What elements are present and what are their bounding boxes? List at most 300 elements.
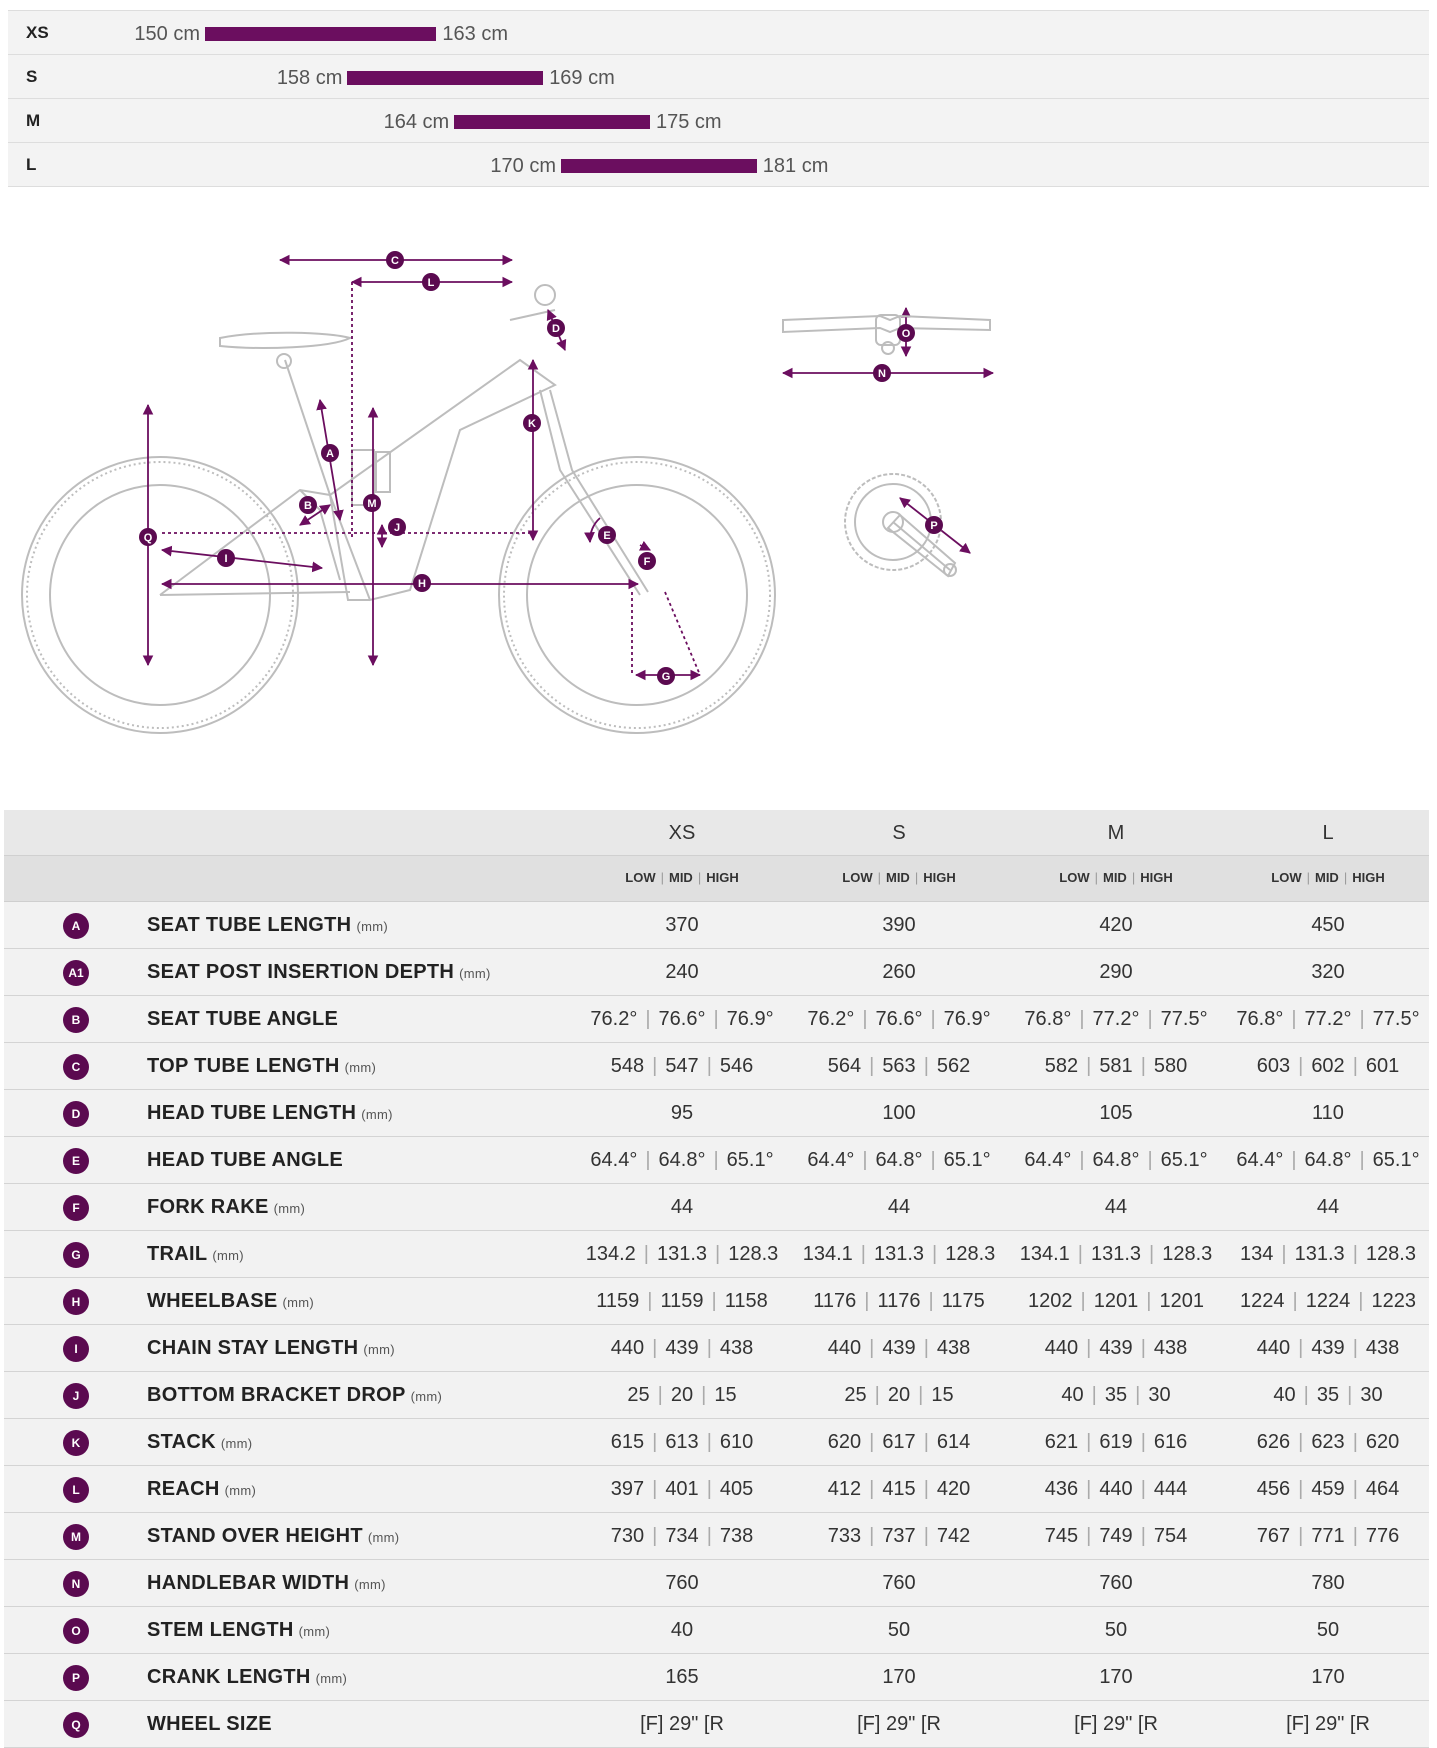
front-triangle xyxy=(330,360,555,600)
measurement-badge: Q xyxy=(63,1712,89,1738)
separator: | xyxy=(652,1055,658,1077)
size-row xyxy=(8,55,1429,99)
cell-value: 128.3 xyxy=(945,1243,996,1265)
cell-value: 1159 xyxy=(660,1290,704,1312)
table-cell xyxy=(574,1337,790,1360)
separator: | xyxy=(1298,1525,1304,1547)
cell-value: 610 xyxy=(719,1431,754,1453)
cell-value: 64.8° xyxy=(1304,1149,1352,1171)
cell-value: 1158 xyxy=(724,1290,768,1312)
measurement-label xyxy=(147,1243,244,1266)
size-column-header: M xyxy=(1107,822,1125,844)
table-cell xyxy=(1220,961,1436,984)
position-label-low: LOW xyxy=(842,870,873,885)
cell-value: 760 xyxy=(882,1572,916,1594)
separator: | xyxy=(1352,1243,1358,1265)
measurement-name: HANDLEBAR WIDTH xyxy=(147,1572,350,1594)
cell-value: 64.4° xyxy=(1236,1149,1284,1171)
cell-value: 562 xyxy=(936,1055,971,1077)
table-cell xyxy=(574,1619,790,1642)
size-row xyxy=(8,143,1429,187)
cell-value: 415 xyxy=(882,1478,916,1500)
separator: | xyxy=(706,1478,712,1500)
measurement-name: SEAT TUBE LENGTH xyxy=(147,914,352,936)
cell-value: 438 xyxy=(1153,1337,1188,1359)
cell-value: 25 xyxy=(627,1384,650,1406)
cell-value: 64.8° xyxy=(658,1149,706,1171)
cell-value: 134.2 xyxy=(585,1243,636,1265)
table-cell xyxy=(1008,1196,1224,1219)
separator: | xyxy=(864,1290,870,1312)
measurement-label xyxy=(147,1478,256,1501)
cell-value: 745 xyxy=(1044,1525,1079,1547)
measurement-badge: O xyxy=(63,1618,89,1644)
cell-value: 602 xyxy=(1311,1055,1345,1077)
table-row xyxy=(4,996,1429,1043)
table-cell xyxy=(1220,1149,1436,1172)
measurement-label xyxy=(147,1572,386,1595)
seat-post xyxy=(285,360,330,495)
measurement-unit: (mm) xyxy=(361,1107,393,1122)
cell-value: 65.1° xyxy=(943,1149,991,1171)
cell-value: 754 xyxy=(1153,1525,1188,1547)
diagram-badge-label: N xyxy=(878,368,886,380)
table-cell xyxy=(1008,1572,1224,1595)
cell-value: 619 xyxy=(1099,1431,1133,1453)
diagram-badge-label: E xyxy=(603,530,611,542)
separator: | xyxy=(1135,1384,1141,1406)
measurement-unit: (mm) xyxy=(315,1671,348,1686)
separator: | xyxy=(1147,1149,1153,1171)
measurement-unit: (mm) xyxy=(344,1060,377,1075)
cell-value: 776 xyxy=(1365,1525,1400,1547)
separator: | xyxy=(1080,1290,1086,1312)
table-cell xyxy=(791,1008,1007,1031)
diagram-badge-e xyxy=(598,526,616,544)
cell-value: 749 xyxy=(1099,1525,1133,1547)
cell-value: 95 xyxy=(670,1102,694,1124)
measurement-name: SEAT TUBE ANGLE xyxy=(147,1008,339,1030)
table-cell xyxy=(1008,1478,1224,1501)
separator: | xyxy=(1343,870,1348,885)
cell-value: 105 xyxy=(1099,1102,1133,1124)
table-cell xyxy=(791,1290,1007,1313)
separator: | xyxy=(1140,1478,1146,1500)
cell-value: 76.9° xyxy=(726,1008,774,1030)
table-cell xyxy=(1220,1243,1436,1266)
cell-value: 1201 xyxy=(1093,1290,1139,1312)
separator: | xyxy=(1352,1055,1358,1077)
measurement-name: REACH xyxy=(147,1478,220,1500)
diagram-badge-label: B xyxy=(304,500,312,512)
table-cell xyxy=(1008,1243,1224,1266)
measurement-name: CHAIN STAY LENGTH xyxy=(147,1337,359,1359)
measurement-unit: (mm) xyxy=(220,1436,253,1451)
cell-value: 603 xyxy=(1256,1055,1291,1077)
saddle xyxy=(220,333,350,348)
size-row xyxy=(8,99,1429,143)
cell-value: 64.8° xyxy=(1092,1149,1140,1171)
cell-value: 134.1 xyxy=(1019,1243,1070,1265)
diagram-badge-b xyxy=(299,496,317,514)
cell-value: 760 xyxy=(1099,1572,1133,1594)
cell-value: 617 xyxy=(882,1431,916,1453)
measurement-badge: P xyxy=(63,1665,89,1691)
diagram-badge-g xyxy=(657,667,675,685)
separator: | xyxy=(1352,1337,1358,1359)
cell-value: 412 xyxy=(827,1478,862,1500)
cell-value: 401 xyxy=(665,1478,699,1500)
cell-value: 76.6° xyxy=(658,1008,706,1030)
diagram-badge-label: P xyxy=(930,520,938,532)
separator: | xyxy=(923,1337,929,1359)
table-row xyxy=(4,1654,1429,1701)
cell-value: 30 xyxy=(1360,1384,1383,1406)
table-cell xyxy=(791,1619,1007,1642)
cell-value: 44 xyxy=(670,1196,694,1218)
max-height: 175 cm xyxy=(656,111,722,133)
measurement-label xyxy=(147,1055,376,1078)
measurement-name: TOP TUBE LENGTH xyxy=(147,1055,340,1077)
table-cell xyxy=(791,1196,1007,1219)
table-cell xyxy=(574,1572,790,1595)
measurement-name: HEAD TUBE ANGLE xyxy=(147,1149,343,1171)
cell-value: 77.2° xyxy=(1304,1008,1352,1030)
measurement-name: CRANK LENGTH xyxy=(147,1666,311,1688)
table-cell xyxy=(1008,1055,1224,1078)
front-rim xyxy=(527,485,747,705)
cell-value: [F] 29" [R xyxy=(1074,1713,1158,1735)
cell-value: 582 xyxy=(1044,1055,1079,1077)
table-header-sizes xyxy=(4,810,1429,856)
table-cell xyxy=(1008,1619,1224,1642)
min-height: 164 cm xyxy=(383,111,450,133)
table-body xyxy=(4,902,1429,1748)
position-label-high: HIGH xyxy=(1352,870,1385,885)
measurement-unit: (mm) xyxy=(356,919,388,934)
table-cell xyxy=(791,1243,1007,1266)
bike-outline xyxy=(22,285,775,733)
cell-value: [F] 29" [R xyxy=(857,1713,941,1735)
cell-value: 64.4° xyxy=(807,1149,855,1171)
separator: | xyxy=(713,1008,719,1030)
separator: | xyxy=(930,1008,936,1030)
separator: | xyxy=(706,1055,712,1077)
separator: | xyxy=(1079,1149,1085,1171)
table-header-positions xyxy=(4,856,1429,902)
table-cell xyxy=(1220,1290,1436,1313)
cell-value: 170 xyxy=(882,1666,916,1688)
cell-value: 456 xyxy=(1256,1478,1291,1500)
position-label-low: LOW xyxy=(625,870,656,885)
diagram-badge-label: C xyxy=(391,255,399,267)
cell-value: 439 xyxy=(1099,1337,1133,1359)
cell-value: 742 xyxy=(936,1525,971,1547)
measurement-label xyxy=(147,1619,330,1642)
cell-value: 76.9° xyxy=(943,1008,991,1030)
separator: | xyxy=(1091,1384,1097,1406)
cell-value: 44 xyxy=(1316,1196,1340,1218)
cell-value: 734 xyxy=(665,1525,699,1547)
table-cell xyxy=(1220,914,1436,937)
table-row xyxy=(4,1043,1429,1090)
cell-value: 25 xyxy=(844,1384,867,1406)
separator: | xyxy=(1086,1525,1092,1547)
measurement-unit: (mm) xyxy=(354,1577,386,1592)
cell-value: 100 xyxy=(882,1102,916,1124)
table-cell xyxy=(791,1572,1007,1595)
measurement-name: WHEEL SIZE xyxy=(147,1713,272,1735)
separator: | xyxy=(1146,1290,1152,1312)
table-row xyxy=(4,1184,1429,1231)
cell-value: 20 xyxy=(887,1384,911,1406)
cell-value: 128.3 xyxy=(1162,1243,1213,1265)
measurement-badge: M xyxy=(63,1524,89,1550)
cell-value: 1176 xyxy=(813,1290,857,1312)
table-cell xyxy=(1220,1525,1436,1548)
diagram-badge-i xyxy=(217,549,235,567)
cell-value: 40 xyxy=(1061,1384,1084,1406)
diagram-badge-p xyxy=(925,516,943,534)
table-cell xyxy=(1008,1149,1224,1172)
measurement-badge: A1 xyxy=(63,960,89,986)
size-label: XS xyxy=(26,23,49,42)
position-label-low: LOW xyxy=(1059,870,1090,885)
separator: | xyxy=(930,1149,936,1171)
cell-value: 738 xyxy=(719,1525,754,1547)
separator: | xyxy=(1079,1008,1085,1030)
diagram-badge-h xyxy=(413,574,431,592)
measurement-name: BOTTOM BRACKET DROP xyxy=(147,1384,406,1406)
table-cell xyxy=(574,961,790,984)
table-cell xyxy=(574,1290,790,1313)
table-row xyxy=(4,1372,1429,1419)
table-cell xyxy=(1220,1102,1436,1125)
cell-value: 44 xyxy=(1104,1196,1128,1218)
table-cell xyxy=(1008,1337,1224,1360)
measurement-label xyxy=(147,1290,314,1313)
cell-value: 134.1 xyxy=(802,1243,853,1265)
cell-value: 548 xyxy=(610,1055,645,1077)
cell-value: 440 xyxy=(1099,1478,1133,1500)
cell-value: 1159 xyxy=(596,1290,640,1312)
cell-value: 65.1° xyxy=(1160,1149,1208,1171)
table-cell xyxy=(574,1196,790,1219)
cell-value: 580 xyxy=(1153,1055,1188,1077)
cell-value: 50 xyxy=(887,1619,911,1641)
measurement-label xyxy=(147,914,388,937)
measurement-badge: I xyxy=(63,1336,89,1362)
diagram-badge-label: F xyxy=(643,556,651,568)
table-cell xyxy=(1008,914,1224,937)
diagram-badge-label: K xyxy=(528,418,536,430)
separator: | xyxy=(1140,1525,1146,1547)
separator: | xyxy=(1149,1243,1155,1265)
cell-value: 76.8° xyxy=(1236,1008,1284,1030)
measurement-unit: (mm) xyxy=(282,1295,315,1310)
table-cell xyxy=(574,1102,790,1125)
table-cell xyxy=(791,1666,1007,1689)
separator: | xyxy=(706,1525,712,1547)
cell-value: 134 xyxy=(1240,1243,1274,1265)
diagram-badge-a xyxy=(321,444,339,462)
separator: | xyxy=(643,1243,649,1265)
cell-value: 50 xyxy=(1104,1619,1128,1641)
table-cell xyxy=(1220,1713,1436,1736)
table-cell xyxy=(1220,1008,1436,1031)
position-label-mid: MID xyxy=(1102,870,1127,885)
separator: | xyxy=(657,1384,663,1406)
diagram-badge-d xyxy=(547,319,565,337)
height-range-bar xyxy=(347,71,543,85)
table-cell xyxy=(574,1525,790,1548)
cell-value: 64.4° xyxy=(590,1149,638,1171)
cell-value: 1224 xyxy=(1240,1290,1285,1312)
cell-value: 737 xyxy=(882,1525,916,1547)
table-row xyxy=(4,1090,1429,1137)
diagram-badge-label: O xyxy=(901,328,911,340)
table-cell xyxy=(791,1525,1007,1548)
table-cell xyxy=(1008,1713,1224,1736)
table-cell xyxy=(791,1478,1007,1501)
measurement-unit: (mm) xyxy=(224,1483,257,1498)
separator: | xyxy=(923,1055,929,1077)
diagram-badge-c xyxy=(386,251,404,269)
cell-value: 730 xyxy=(610,1525,645,1547)
cell-value: 76.2° xyxy=(590,1008,638,1030)
separator: | xyxy=(1094,870,1098,885)
table-row xyxy=(4,1419,1429,1466)
cell-value: 35 xyxy=(1104,1384,1128,1406)
measurement-badge: N xyxy=(63,1571,89,1597)
table-cell xyxy=(791,1431,1007,1454)
diagram-badge-f xyxy=(638,552,656,570)
measurement-badge: J xyxy=(63,1383,89,1409)
separator: | xyxy=(1291,1008,1297,1030)
table-cell xyxy=(791,961,1007,984)
diagram-badge-label: I xyxy=(224,553,228,565)
cell-value: 390 xyxy=(882,914,916,936)
separator: | xyxy=(923,1525,929,1547)
table-cell xyxy=(574,1713,790,1736)
separator: | xyxy=(923,1431,929,1453)
table-cell xyxy=(1008,1666,1224,1689)
separator: | xyxy=(1086,1055,1092,1077)
position-labels xyxy=(791,870,1007,885)
table-cell xyxy=(1008,961,1224,984)
cell-value: 77.5° xyxy=(1160,1008,1208,1030)
table-cell xyxy=(1008,1384,1224,1407)
cell-value: 440 xyxy=(827,1337,862,1359)
cell-value: 733 xyxy=(827,1525,862,1547)
cell-value: 440 xyxy=(610,1337,645,1359)
cell-value: 405 xyxy=(719,1478,754,1500)
cell-value: 64.8° xyxy=(875,1149,923,1171)
cell-value: 40 xyxy=(670,1619,694,1641)
diagram-badge-q xyxy=(139,528,157,546)
position-labels xyxy=(1008,870,1224,885)
table-cell xyxy=(1220,1384,1436,1407)
separator: | xyxy=(1359,1149,1365,1171)
separator: | xyxy=(1358,1290,1364,1312)
cell-value: 170 xyxy=(1311,1666,1345,1688)
table-cell xyxy=(1220,1055,1436,1078)
table-row xyxy=(4,1701,1429,1748)
max-height: 181 cm xyxy=(762,155,829,177)
diagram-badge-label: H xyxy=(418,578,426,590)
cell-value: 564 xyxy=(827,1055,862,1077)
measurement-name: TRAIL xyxy=(147,1243,208,1265)
cell-value: 64.4° xyxy=(1024,1149,1072,1171)
separator: | xyxy=(713,1149,719,1171)
table-cell xyxy=(574,914,790,937)
geometry-table xyxy=(4,810,1429,1748)
table-cell xyxy=(791,1102,1007,1125)
diagram-badge-j xyxy=(388,518,406,536)
measurement-badge: G xyxy=(63,1242,89,1268)
table-cell xyxy=(574,1384,790,1407)
cell-value: 76.2° xyxy=(807,1008,855,1030)
min-height: 170 cm xyxy=(490,155,556,177)
cell-value: 620 xyxy=(1365,1431,1400,1453)
cell-value: 623 xyxy=(1311,1431,1345,1453)
cell-value: 444 xyxy=(1153,1478,1188,1500)
measurement-unit: (mm) xyxy=(363,1342,395,1357)
separator: | xyxy=(1077,1243,1083,1265)
size-row xyxy=(8,10,1429,55)
cell-value: 767 xyxy=(1256,1525,1291,1547)
cell-value: 131.3 xyxy=(1090,1243,1142,1265)
height-range-bar xyxy=(454,115,650,129)
measurement-unit: (mm) xyxy=(410,1389,443,1404)
size-label: M xyxy=(26,111,41,130)
size-column-header: L xyxy=(1322,822,1334,844)
cell-value: 1224 xyxy=(1305,1290,1351,1312)
cell-value: 601 xyxy=(1365,1055,1400,1077)
diagram-badge-label: J xyxy=(393,522,401,534)
table-cell xyxy=(1220,1619,1436,1642)
size-label: L xyxy=(26,155,37,174)
table-row xyxy=(4,1560,1429,1607)
cell-value: 290 xyxy=(1099,961,1133,983)
table-cell xyxy=(1220,1337,1436,1360)
separator: | xyxy=(1140,1055,1146,1077)
cell-value: 459 xyxy=(1311,1478,1345,1500)
diagram-badge-label: M xyxy=(367,498,377,510)
cell-value: 77.5° xyxy=(1372,1008,1420,1030)
cell-value: 35 xyxy=(1316,1384,1340,1406)
cell-value: 1223 xyxy=(1371,1290,1416,1312)
table-row xyxy=(4,902,1429,949)
measurement-unit: (mm) xyxy=(298,1624,331,1639)
cell-value: 615 xyxy=(610,1431,645,1453)
measurement-unit: (mm) xyxy=(273,1201,306,1216)
cell-value: 1202 xyxy=(1028,1290,1073,1312)
measurement-name: HEAD TUBE LENGTH xyxy=(147,1102,357,1124)
cell-value: 20 xyxy=(670,1384,694,1406)
cell-value: 65.1° xyxy=(1372,1149,1420,1171)
table-cell xyxy=(1220,1431,1436,1454)
separator: | xyxy=(928,1290,934,1312)
diagram-badge-label: G xyxy=(661,671,671,683)
geometry-diagram xyxy=(0,220,1437,780)
size-column-header: XS xyxy=(668,822,696,844)
measurement-name: WHEELBASE xyxy=(147,1290,278,1312)
max-height: 169 cm xyxy=(549,67,615,89)
table-row xyxy=(4,1466,1429,1513)
position-label-high: HIGH xyxy=(1140,870,1173,885)
separator: | xyxy=(860,1243,866,1265)
